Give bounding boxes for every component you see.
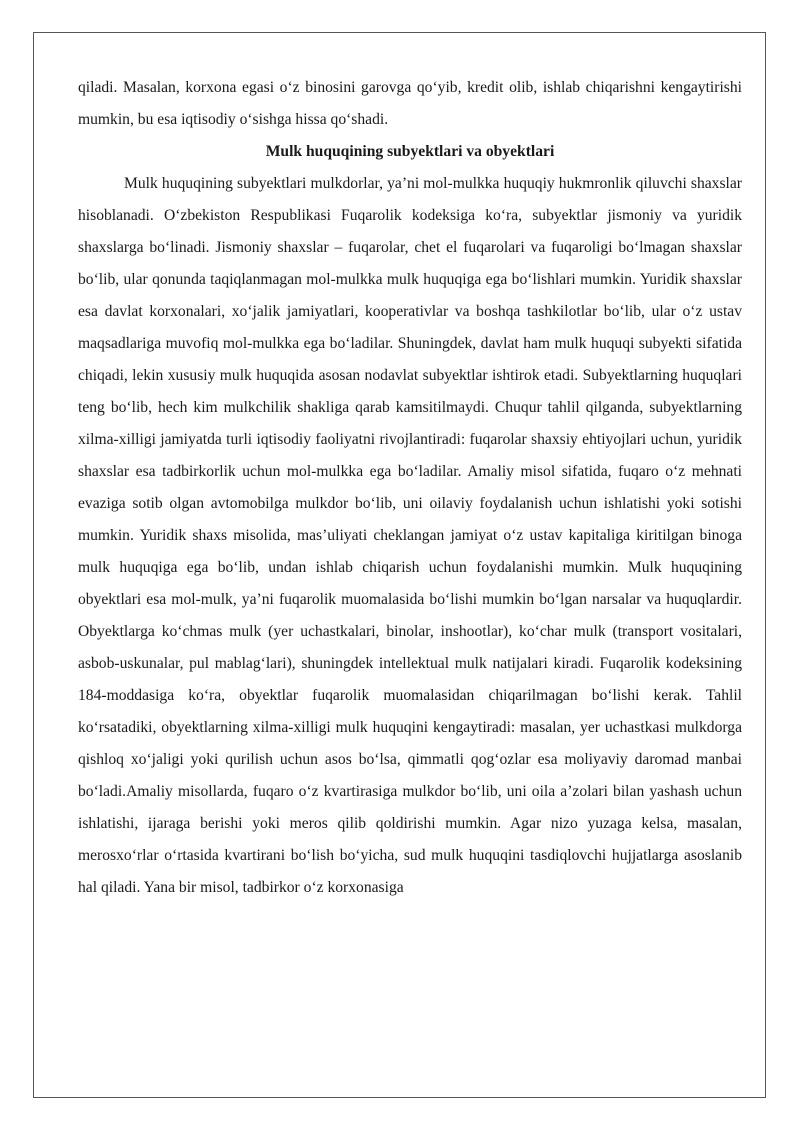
document-body: [78, 72, 742, 904]
section-heading: Mulk huquqining subyektlari va obyektlari: [265, 143, 555, 160]
paragraph-main: Mulk huquqining subyektlari mulkdorlar, ya’ni mol-mulkka huquqiy hukmronlik qiluvchi shaxslar hisoblanadi. O‘zbekiston Respublikasi Fuqarolik kodeksiga ko‘ra, subyektlar jismoniy va yuridik shaxslarga bo‘linadi. Jismoniy shaxslar – fuqarolar, chet el fuqarolari va fuqaroligi bo‘lmagan shaxslar bo‘lib, ular qonunda taqiqlanmagan mol-mulkka mulk huquqiga ega bo‘lishlari mumkin. Yuridik shaxslar esa davlat korxonalari, xo‘jalik jamiyatlari, kooperativlar va boshqa tashkilotlar bo‘lib, ular o‘z ustav maqsadlariga muvofiq mol-mulkka ega bo‘ladilar. Shuningdek, davlat ham mulk huquqi subyekti sifatida chiqadi, lekin xususiy mulk huquqida asosan nodavlat subyektlar ishtirok etadi. Subyektlarning huquqlari teng bo‘lib, hech kim mulkchilik shakliga qarab kamsitilmaydi. Chuqur tahlil qilganda, subyektlarning xilma-xilligi jamiyatda turli iqtisodiy faoliyatni rivojlantiradi: fuqarolar shaxsiy ehtiyojlari uchun, yuridik shaxslar esa tadbirkorlik uchun mol-mulkka ega bo‘ladilar. Amaliy misol sifatida, fuqaro o‘z mehnati evaziga sotib olgan avtomobilga mulkdor bo‘lib, uni oilaviy foydalanish uchun ishlatishi yoki sotishi mumkin. Yuridik shaxs misolida, mas’uliyati cheklangan jamiyat o‘z ustav kapitaliga kiritilgan binoga mulk huquqiga ega bo‘lib, undan ishlab chiqarish uchun foydalanishi mumkin. Mulk huquqining obyektlari esa mol-mulk, ya’ni fuqarolik muomalasida bo‘lishi mumkin bo‘lgan narsalar va huquqlardir. Obyektlarga ko‘chmas mulk (yer uchastkalari, binolar, inshootlar), ko‘char mulk (transport vositalari, asbob-uskunalar, pul mablag‘lari), shuningdek intellektual mulk natijalari kiradi. Fuqarolik kodeksining 184-moddasiga ko‘ra, obyektlar fuqarolik muomalasidan chiqarilmagan bo‘lishi kerak. Tahlil ko‘rsatadiki, obyektlarning xilma-xilligi mulk huquqini kengaytiradi: masalan, yer uchastkasi mulkdorga qishloq xo‘jaligi yoki qurilish uchun asos bo‘lsa, qimmatli qog‘ozlar esa moliyaviy daromad manbai bo‘ladi.Amaliy misollarda, fuqaro o‘z kvartirasiga mulkdor bo‘lib, uni oila a’zolari bilan yashash uchun ishlatishi, ijaraga berishi yoki meros qilib qoldirishi mumkin. Agar nizo yuzaga kelsa, masalan, merosxo‘rlar o‘rtasida kvartirani bo‘lish bo‘yicha, sud mulk huquqini tasdiqlovchi hujjatlarga asoslanib hal qiladi. Yana bir misol, tadbirkor o‘z korxonasiga: [78, 175, 742, 896]
paragraph-continuation: qiladi. Masalan, korxona egasi o‘z binosini garovga qo‘yib, kredit olib, ishlab chiqarishni kengaytirishi mumkin, bu esa iqtisodiy o‘sishga hissa qo‘shadi.: [78, 79, 742, 128]
